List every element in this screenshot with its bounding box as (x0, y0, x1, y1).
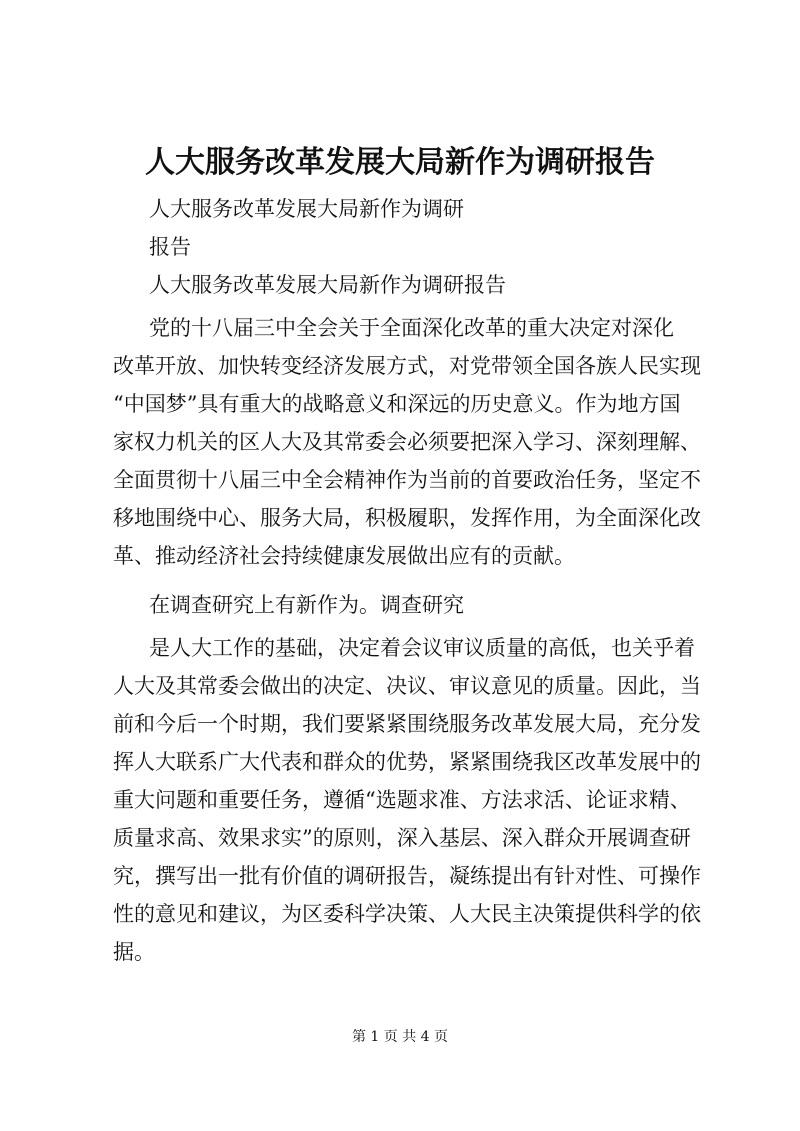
paragraph-line: 挥人大联系广大代表和群众的优势，紧紧围绕我区改革发展中的 (113, 750, 701, 774)
paragraph-line: 究，撰写出一批有价值的调研报告，凝练提出有针对性、可操作 (113, 864, 701, 888)
paragraph-line: 前和今后一个时期，我们要紧紧围绕服务改革发展大局，充分发 (113, 712, 701, 736)
page-number: 第 1 页 共 4 页 (351, 1029, 449, 1045)
paragraph-line: 是人大工作的基础，决定着会议审议质量的高低，也关乎着 (149, 636, 695, 660)
paragraph-line: “中国梦”具有重大的战略意义和深远的历史意义。作为地方国 (113, 392, 681, 416)
paragraph-line: 人大及其常委会做出的决定、决议、审议意见的质量。因此，当 (113, 674, 701, 698)
paragraph-line: 改革开放、加快转变经济发展方式，对党带领全国各族人民实现 (113, 354, 701, 378)
paragraph-line: 据。 (113, 940, 155, 964)
paragraph-line: 党的十八届三中全会关于全面深化改革的重大决定对深化 (149, 316, 674, 340)
paragraph-line: 全面贯彻十八届三中全会精神作为当前的首要政治任务，坚定不 (113, 468, 701, 492)
paragraph-line: 家权力机关的区人大及其常委会必须要把深入学习、深刻理解、 (113, 430, 701, 454)
paragraph-line: 在调查研究上有新作为。调查研究 (149, 593, 464, 617)
subtitle-line-1: 人大服务改革发展大局新作为调研 (149, 197, 464, 221)
paragraph-line: 性的意见和建议，为区委科学决策、人大民主决策提供科学的依 (113, 902, 701, 926)
document-title: 人大服务改革发展大局新作为调研报告 (145, 145, 655, 180)
paragraph-line: 移地围绕中心、服务大局，积极履职，发挥作用，为全面深化改 (113, 506, 701, 530)
paragraph-line: 重大问题和重要任务，遵循“选题求准、方法求活、论证求精、 (113, 788, 691, 812)
section-heading: 人大服务改革发展大局新作为调研报告 (149, 273, 506, 297)
paragraph-line: 质量求高、效果求实”的原则，深入基层、深入群众开展调查研 (113, 826, 691, 850)
paragraph-line: 革、推动经济社会持续健康发展做出应有的贡献。 (113, 544, 575, 568)
subtitle-line-2: 报告 (149, 235, 191, 259)
